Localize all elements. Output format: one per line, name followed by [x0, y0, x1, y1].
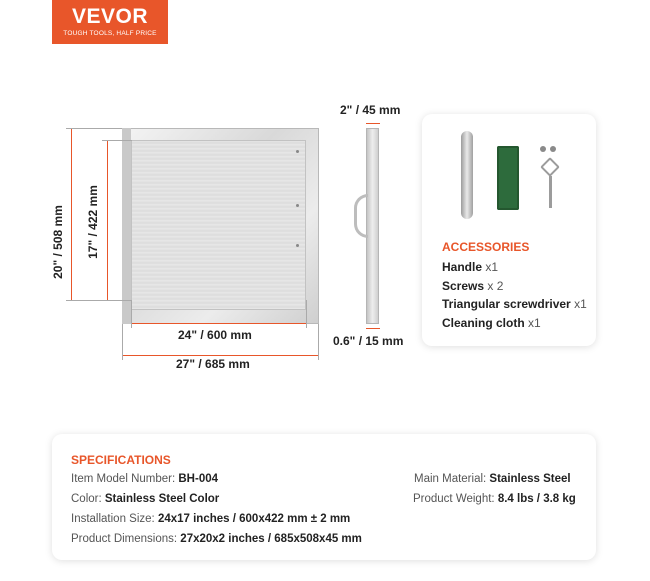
spec-label: Main Material:	[414, 473, 490, 485]
outer-width-label: 27" / 685 mm	[176, 357, 250, 371]
vevor-logo	[52, 0, 168, 44]
door-front-panel	[131, 140, 306, 310]
spec-value: 8.4 lbs / 3.8 kg	[497, 493, 576, 505]
spec-value: 27x20x2 inches / 685x508x45 mm	[180, 533, 362, 545]
outer-width-cap-left	[122, 324, 123, 360]
spec-label: Item Model Number:	[71, 473, 179, 485]
spec-main-material	[414, 473, 571, 485]
spec-product-weight	[413, 493, 576, 505]
screw-illustration	[550, 146, 556, 152]
logo-tagline: TOUGH TOOLS, HALF PRICE	[63, 30, 157, 37]
spec-label: Product Weight:	[413, 493, 498, 505]
accessory-item-screws	[442, 279, 503, 293]
accessory-item-handle	[442, 260, 498, 274]
spec-label: Installation Size:	[71, 513, 158, 525]
spec-value: Stainless Steel Color	[104, 493, 220, 505]
screw-illustration	[540, 146, 546, 152]
accessory-qty: x 2	[487, 279, 504, 293]
screwdriver-shaft	[549, 176, 552, 208]
accessory-name: Handle	[442, 260, 483, 274]
outer-height-line	[71, 128, 72, 300]
inner-height-line	[107, 140, 108, 300]
inner-height-label: 17" / 422 mm	[86, 185, 100, 259]
accessory-item-cloth	[442, 316, 541, 330]
thickness-line	[366, 328, 380, 329]
logo-brand: VEVOR	[71, 5, 149, 28]
inner-height-cap-top	[102, 140, 132, 141]
outer-height-cap-top	[66, 128, 122, 129]
outer-height-label: 20" / 508 mm	[51, 205, 65, 279]
spec-product-dimensions	[71, 533, 362, 545]
spec-value: BH-004	[178, 473, 219, 485]
outer-width-line	[122, 355, 319, 356]
depth-line	[366, 123, 380, 124]
spec-label: Product Dimensions:	[71, 533, 181, 545]
outer-width-cap-right	[318, 324, 319, 360]
spec-installation-size	[71, 513, 350, 525]
spec-color	[71, 493, 219, 505]
depth-label: 2" / 45 mm	[340, 103, 401, 117]
inner-width-cap-left	[131, 300, 132, 328]
accessory-item-screwdriver	[442, 297, 587, 311]
inner-width-line	[131, 323, 306, 324]
door-screw-dot	[296, 150, 299, 153]
spec-model-number	[71, 473, 218, 485]
spec-label: Color:	[71, 493, 105, 505]
inner-width-label: 24" / 600 mm	[178, 328, 252, 342]
spec-value: 24x17 inches / 600x422 mm ± 2 mm	[157, 513, 351, 525]
door-screw-dot	[296, 244, 299, 247]
accessory-name: Cleaning cloth	[442, 316, 525, 330]
specifications-title: SPECIFICATIONS	[71, 453, 171, 467]
spec-value: Stainless Steel	[489, 473, 571, 485]
thickness-label: 0.6" / 15 mm	[333, 334, 404, 348]
accessory-qty: x1	[528, 316, 541, 330]
handle-illustration	[461, 131, 473, 219]
accessory-name: Triangular screwdriver	[442, 297, 571, 311]
inner-height-cap-bottom	[102, 300, 132, 301]
accessory-qty: x1	[574, 297, 587, 311]
accessories-title: ACCESSORIES	[442, 240, 530, 254]
door-hinge-edge	[122, 128, 131, 324]
accessory-name: Screws	[442, 279, 485, 293]
door-side-handle	[354, 194, 368, 238]
accessory-qty: x1	[485, 260, 499, 274]
door-screw-dot	[296, 204, 299, 207]
cleaning-cloth-illustration	[497, 146, 519, 210]
inner-width-cap-right	[306, 300, 307, 328]
